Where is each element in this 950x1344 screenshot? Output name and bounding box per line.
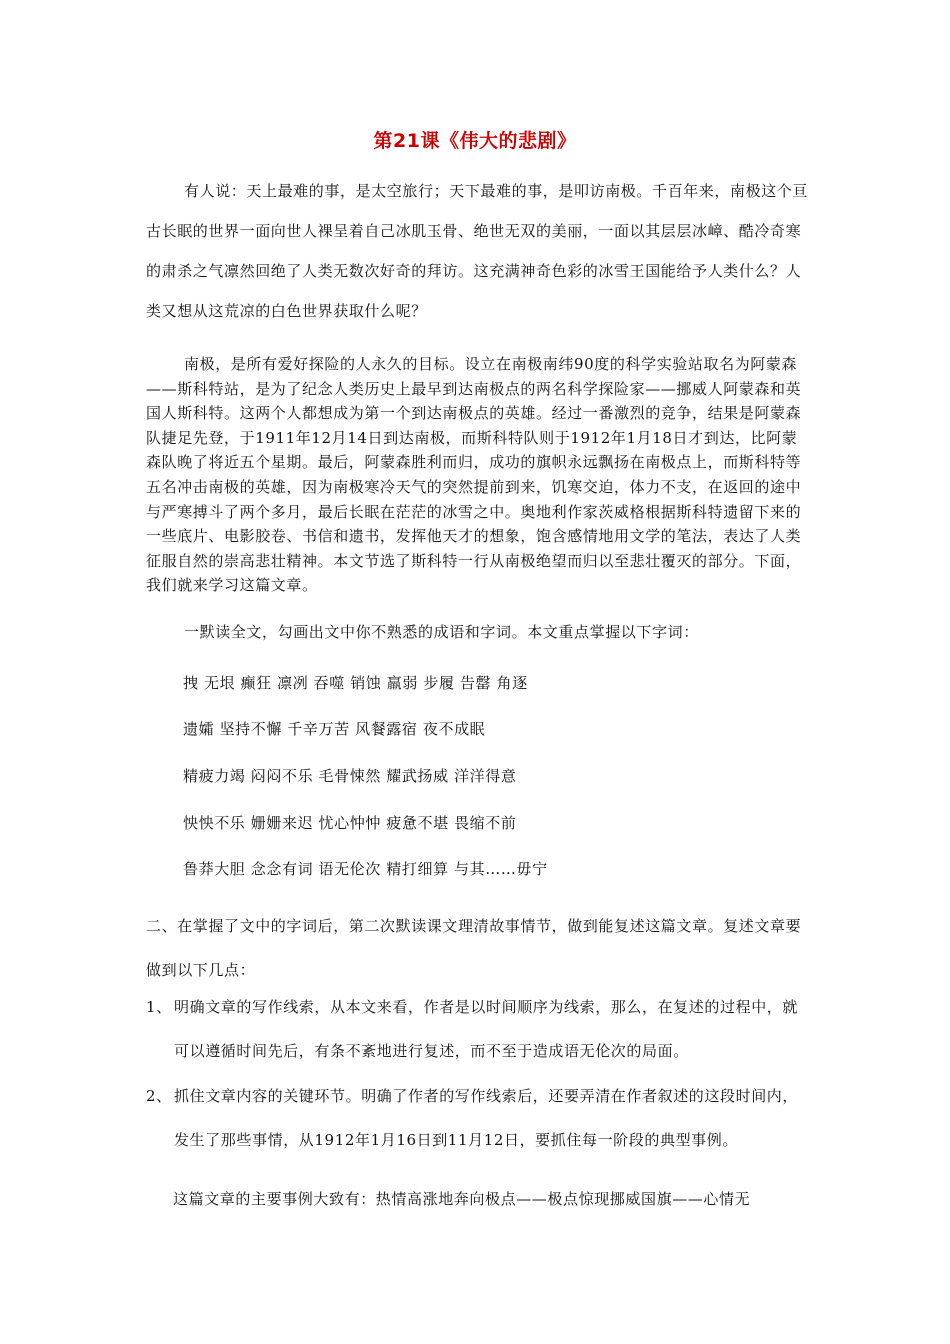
intro-paragraph: 有人说：天上最难的事，是太空旅行；天下最难的事，是叩访南极。千百年来，南极这个亘古长眠的世界一面向世人裸呈着自己冰肌玉骨、绝世无双的美丽，一面以其层层冰嶂、酷冷奇寒的肃杀之气凛然回绝了人类无数次好奇的拜访。这充满神奇色彩的冰雪王国能给予人类什么？人类又想从这荒凉的白色世界获取什么呢？ <box>146 182 809 320</box>
step1-intro: 一默读全文，勾画出文中你不熟悉的成语和字词。本文重点掌握以下字词： <box>184 623 699 641</box>
events-paragraph: 这篇文章的主要事例大致有：热情高涨地奔向极点——极点惊现挪威国旗——心情无 <box>173 1190 751 1208</box>
word-line-5: 鲁莽大胆 念念有词 语无伦次 精打细算 与其……毋宁 <box>183 860 548 878</box>
word-line-3: 精疲力竭 闷闷不乐 毛骨悚然 耀武扬威 洋洋得意 <box>183 767 517 785</box>
point-2 <box>146 1074 808 1162</box>
step2-intro: 二、在掌握了文中的字词后，第二次默读课文理清故事情节，做到能复述这篇文章。复述文章要做到以下几点： <box>146 917 802 979</box>
word-line-1: 拽 无垠 癫狂 凛冽 吞噬 销蚀 羸弱 步履 告罄 角逐 <box>183 674 528 692</box>
point-number: 2、 <box>146 1087 172 1105</box>
point-number: 1、 <box>146 998 172 1016</box>
point-text: 抓住文章内容的关键环节。明确了作者的写作线索后，还要弄清在作者叙述的这段时间内，发生了那些事情，从1912年1月16日到11月12日，要抓住每一阶段的典型事例。 <box>174 1087 799 1149</box>
point-1 <box>146 985 808 1073</box>
point-text: 明确文章的写作线索，从本文来看，作者是以时间顺序为线索，那么，在复述的过程中，就可以遵循时间先后，有条不紊地进行复述，而不至于造成语无伦次的局面。 <box>174 998 799 1060</box>
word-line-4: 怏怏不乐 姗姗来迟 忧心忡忡 疲惫不堪 畏缩不前 <box>183 814 517 832</box>
word-line-2: 遗孀 坚持不懈 千辛万苦 风餐露宿 夜不成眠 <box>183 720 486 738</box>
background-paragraph: 南极，是所有爱好探险的人永久的目标。设立在南极南纬90度的科学实验站取名为阿蒙森——斯科特站，是为了纪念人类历史上最早到达南极点的两名科学探险家——挪威人阿蒙森和英国人斯科特。这两个人都想成为第一个到达南极点的英雄。经过一番激烈的竞争，结果是阿蒙森队捷足先登，于1911年12月14日到达南极，而斯科特队则于1912年1月18日才到达，比阿蒙森队晚了将近五个星期。最后，阿蒙森胜利而归，成功的旗帜永远飘扬在南极点上，而斯科特等五名冲击南极的英雄，因为南极寒冷天气的突然提前到来，饥寒交迫，体力不支，在返回的途中与严寒搏斗了两个多月，最后长眠在茫茫的冰雪之中。奥地利作家茨威格根据斯科特遗留下来的一些底片、电影胶卷、书信和遗书，发挥他天才的想象，饱含感情地用文学的笔法，表达了人类征服自然的崇高悲壮精神。本文节选了斯科特一行从南极绝望而归以至悲壮覆灭的部分。下面， 我们就来学习这篇文章。 <box>146 355 802 595</box>
page-title: 第21课《伟大的悲剧》 <box>373 130 577 152</box>
